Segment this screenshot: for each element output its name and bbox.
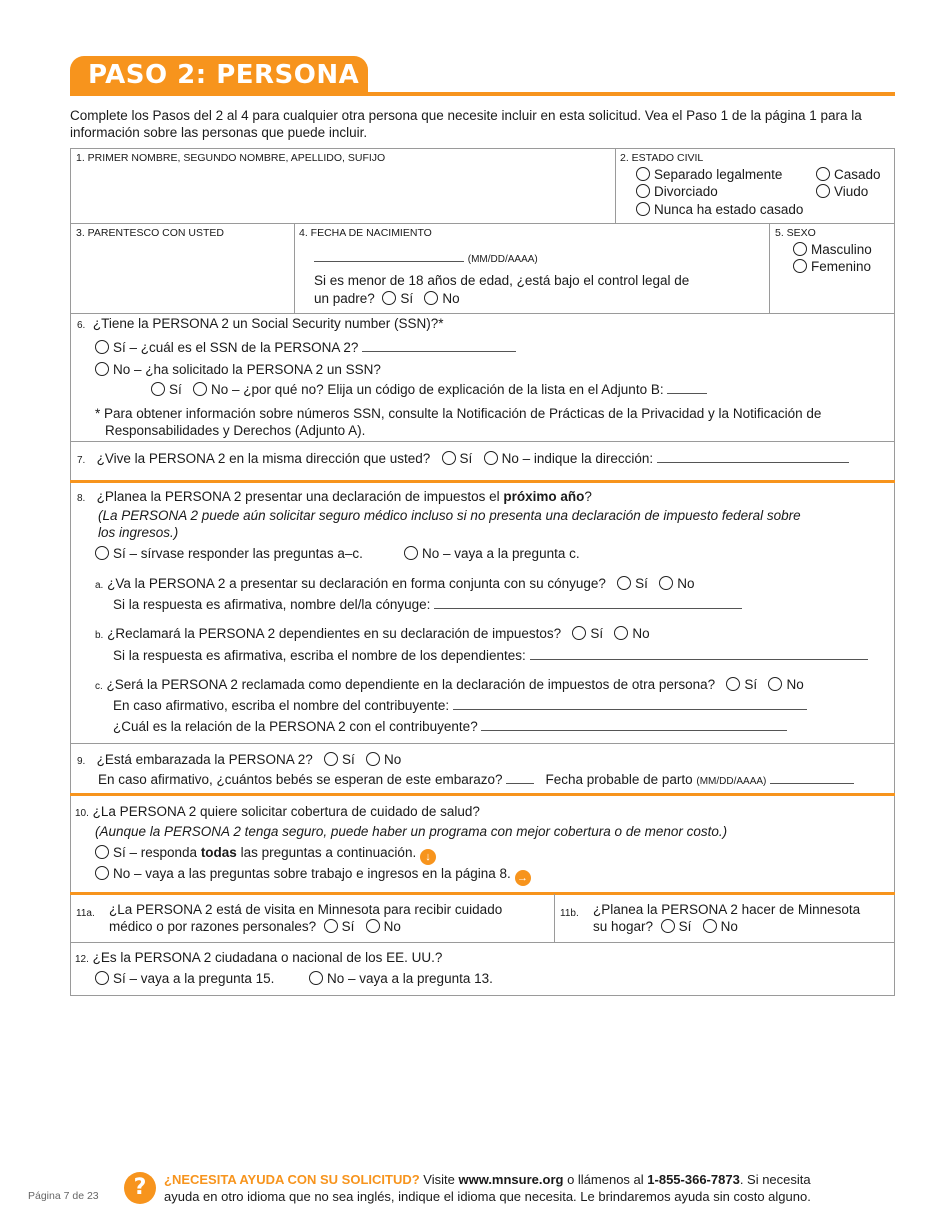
arrow-right-icon: → xyxy=(515,870,531,886)
radio-icon[interactable] xyxy=(324,919,338,933)
q2-option-married[interactable]: Casado xyxy=(816,167,881,182)
q8a-question: a. ¿Va la PERSONA 2 a presentar su declaración en forma conjunta con su cónyuge? Sí No xyxy=(95,576,695,591)
q9-question: 9. ¿Está embarazada la PERSONA 2? Sí No xyxy=(77,752,402,767)
radio-icon[interactable] xyxy=(484,451,498,465)
q8-yes[interactable]: Sí – sírvase responder las preguntas a–c. xyxy=(95,546,363,561)
question-mark-icon: ? xyxy=(124,1172,156,1204)
q6-note1: * Para obtener información sobre números SSN, consulte la Notificación de Prácticas de la Privacidad y la Notificación de xyxy=(95,406,822,421)
q2-option-separated[interactable]: Separado legalmente xyxy=(636,167,782,182)
q6-no[interactable]: No – ¿ha solicitado la PERSONA 2 un SSN? xyxy=(95,362,381,377)
q11a-line1: ¿La PERSONA 2 está de visita en Minnesota para recibir cuidado xyxy=(109,902,503,917)
q1-label: 1. PRIMER NOMBRE, SEGUNDO NOMBRE, APELLIDO, SUFIJO xyxy=(76,152,386,164)
radio-icon[interactable] xyxy=(95,866,109,880)
q3-relationship-field[interactable] xyxy=(72,243,292,309)
q10-yes[interactable]: Sí – responda todas las preguntas a continuación. ↓ xyxy=(95,845,436,865)
q8-no[interactable]: No – vaya a la pregunta c. xyxy=(404,546,580,561)
q5-label: 5. SEXO xyxy=(775,227,816,239)
radio-icon[interactable] xyxy=(816,184,830,198)
radio-icon[interactable] xyxy=(636,184,650,198)
radio-icon[interactable] xyxy=(768,677,782,691)
radio-icon[interactable] xyxy=(324,752,338,766)
radio-icon[interactable] xyxy=(636,167,650,181)
arrow-down-icon: ↓ xyxy=(420,849,436,865)
q11b-line2: su hogar? Sí No xyxy=(593,919,738,934)
page-title: PASO 2: PERSONA 2 xyxy=(88,60,388,90)
q6-sub: Sí No – ¿por qué no? Elija un código de explicación de la lista en el Adjunto B: xyxy=(151,382,707,397)
q6-question: 6. ¿Tiene la PERSONA 2 un Social Security number (SSN)?* xyxy=(77,316,444,331)
q2-option-never-married[interactable]: Nunca ha estado casado xyxy=(636,202,803,217)
q9-follow: En caso afirmativo, ¿cuántos bebés se esperan de este embarazo? Fecha probable de parto (MM/DD/AAAA) xyxy=(98,772,854,787)
q12-question: 12. ¿Es la PERSONA 2 ciudadana o nacional de los EE. UU.? xyxy=(75,950,443,965)
ssn-field[interactable] xyxy=(362,340,516,352)
radio-icon[interactable] xyxy=(793,259,807,273)
q4-guardian-q2: un padre? Sí No xyxy=(314,291,460,306)
radio-icon[interactable] xyxy=(95,362,109,376)
q5-option-female[interactable]: Femenino xyxy=(793,259,871,274)
q2-label: 2. ESTADO CIVIL xyxy=(620,152,704,164)
radio-icon[interactable] xyxy=(614,626,628,640)
q8c-follow2: ¿Cuál es la relación de la PERSONA 2 con el contribuyente? xyxy=(113,719,787,734)
q12-yes[interactable]: Sí – vaya a la pregunta 15. xyxy=(95,971,274,986)
q4-label: 4. FECHA DE NACIMIENTO xyxy=(299,227,432,239)
q8-note2: los ingresos.) xyxy=(98,525,179,540)
page-number: Página 7 de 23 xyxy=(28,1190,99,1202)
intro-text: Complete los Pasos del 2 al 4 para cualquier otra persona que necesite incluir en esta solicitud. Vea el Paso 1 de la página 1 para la información sobre las personas que puede incluir. xyxy=(70,108,862,140)
radio-icon[interactable] xyxy=(659,576,673,590)
q8c-question: c. ¿Será la PERSONA 2 reclamada como dependiente en la declaración de impuestos de otra persona? Sí No xyxy=(95,677,804,692)
babies-field[interactable] xyxy=(506,772,534,784)
q8b-question: b. ¿Reclamará la PERSONA 2 dependientes en su declaración de impuestos? Sí No xyxy=(95,626,650,641)
q11a-line2: médico o por razones personales? Sí No xyxy=(109,919,401,934)
q1-name-field[interactable] xyxy=(72,168,612,220)
q12-no[interactable]: No – vaya a la pregunta 13. xyxy=(309,971,493,986)
radio-icon[interactable] xyxy=(617,576,631,590)
q8b-follow: Si la respuesta es afirmativa, escriba el nombre de los dependientes: xyxy=(113,648,868,663)
q10-no[interactable]: No – vaya a las preguntas sobre trabajo e ingresos en la página 8. → xyxy=(95,866,531,886)
radio-icon[interactable] xyxy=(366,919,380,933)
radio-icon[interactable] xyxy=(95,546,109,560)
radio-icon[interactable] xyxy=(382,291,396,305)
radio-icon[interactable] xyxy=(95,340,109,354)
q2-option-divorced[interactable]: Divorciado xyxy=(636,184,718,199)
taxpayer-field[interactable] xyxy=(453,698,807,710)
q8c-follow1: En caso afirmativo, escriba el nombre del contribuyente: xyxy=(113,698,807,713)
radio-icon[interactable] xyxy=(816,167,830,181)
q8-question: 8. ¿Planea la PERSONA 2 presentar una declaración de impuestos el próximo año? xyxy=(77,489,592,504)
radio-icon[interactable] xyxy=(442,451,456,465)
radio-icon[interactable] xyxy=(572,626,586,640)
q10-note: (Aunque la PERSONA 2 tenga seguro, puede haber un programa con mejor cobertura o de menor costo.) xyxy=(95,824,728,839)
radio-icon[interactable] xyxy=(151,382,165,396)
help-footer: ¿NECESITA AYUDA CON SU SOLICITUD? Visite www.mnsure.org o llámenos al 1-855-366-7873. Si necesita ayuda en otro idioma que no sea inglés, indique el idioma que necesita. Le brindaremos ayuda sin costo alguno. xyxy=(164,1172,811,1204)
q7-question: 7. ¿Vive la PERSONA 2 en la misma dirección que usted? Sí No – indique la dirección: xyxy=(77,451,849,466)
spouse-field[interactable] xyxy=(434,597,742,609)
q11a-num: 11a. xyxy=(76,908,95,919)
radio-icon[interactable] xyxy=(193,382,207,396)
q8a-follow: Si la respuesta es afirmativa, nombre del/la cónyuge: xyxy=(113,597,742,612)
radio-icon[interactable] xyxy=(703,919,717,933)
q11b-num: 11b. xyxy=(560,908,579,919)
q3-label: 3. PARENTESCO CON USTED xyxy=(76,227,224,239)
q4-dob-field[interactable]: (MM/DD/AAAA) xyxy=(314,250,538,265)
radio-icon[interactable] xyxy=(661,919,675,933)
q2-option-widowed[interactable]: Viudo xyxy=(816,184,868,199)
q8-note1: (La PERSONA 2 puede aún solicitar seguro médico incluso si no presenta una declaración de impuesto federal sobre xyxy=(98,508,801,523)
radio-icon[interactable] xyxy=(366,752,380,766)
header-rule xyxy=(70,92,895,96)
radio-icon[interactable] xyxy=(793,242,807,256)
dependents-field[interactable] xyxy=(530,648,868,660)
radio-icon[interactable] xyxy=(726,677,740,691)
q11b-line1: ¿Planea la PERSONA 2 hacer de Minnesota xyxy=(593,902,861,917)
radio-icon[interactable] xyxy=(95,971,109,985)
q10-question: 10. ¿La PERSONA 2 quiere solicitar cobertura de cuidado de salud? xyxy=(75,804,480,819)
radio-icon[interactable] xyxy=(404,546,418,560)
site-link[interactable]: www.mnsure.org xyxy=(458,1172,564,1187)
q6-yes[interactable]: Sí – ¿cuál es el SSN de la PERSONA 2? xyxy=(95,340,516,355)
address-field[interactable] xyxy=(657,451,849,463)
taxpayer-relation-field[interactable] xyxy=(481,719,787,731)
q6-note2: Responsabilidades y Derechos (Adjunto A). xyxy=(105,423,366,438)
radio-icon[interactable] xyxy=(309,971,323,985)
radio-icon[interactable] xyxy=(424,291,438,305)
radio-icon[interactable] xyxy=(636,202,650,216)
code-field[interactable] xyxy=(667,382,707,394)
due-date-field[interactable] xyxy=(770,772,854,784)
q5-option-male[interactable]: Masculino xyxy=(793,242,872,257)
radio-icon[interactable] xyxy=(95,845,109,859)
q4-guardian-q1: Si es menor de 18 años de edad, ¿está bajo el control legal de xyxy=(314,273,690,288)
